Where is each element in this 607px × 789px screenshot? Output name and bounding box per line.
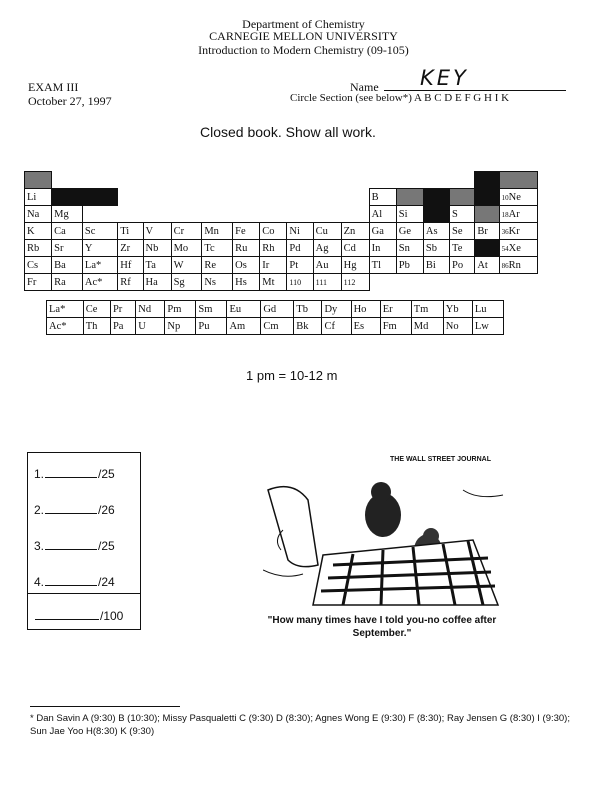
element-os: Os — [233, 257, 260, 274]
name-label: Name — [350, 80, 379, 94]
cartoon-bears-illustration — [263, 470, 513, 610]
element-cs: Cs — [25, 257, 52, 274]
name-underline — [384, 90, 566, 91]
element-ga: Ga — [369, 223, 396, 240]
element-lw: Lw — [472, 318, 503, 335]
element-ni: Ni — [287, 223, 313, 240]
element-th: Th — [83, 318, 110, 335]
element-eu: Eu — [227, 301, 261, 318]
element-cell — [341, 206, 369, 223]
element-cell — [25, 172, 52, 189]
element-36kr: 36Kr — [499, 223, 537, 240]
element-cell — [396, 274, 423, 291]
element-mn: Mn — [202, 223, 233, 240]
element-cell — [287, 172, 313, 189]
element-ag: Ag — [313, 240, 341, 257]
element-hf: Hf — [118, 257, 143, 274]
element-cell — [260, 206, 287, 223]
element-cell — [287, 189, 313, 206]
element-cell — [423, 206, 449, 223]
element-cell — [475, 206, 499, 223]
element-al: Al — [369, 206, 396, 223]
element-ho: Ho — [351, 301, 380, 318]
element-ba: Ba — [52, 257, 83, 274]
element-110: 110 — [287, 274, 313, 291]
element-cell — [171, 206, 202, 223]
element-bk: Bk — [294, 318, 322, 335]
element-np: Np — [165, 318, 196, 335]
element-cell — [423, 189, 449, 206]
element-cf: Cf — [322, 318, 351, 335]
element-cell — [118, 172, 143, 189]
element-te: Te — [450, 240, 475, 257]
element-yb: Yb — [443, 301, 472, 318]
score-box — [27, 452, 141, 630]
element-u: U — [136, 318, 165, 335]
element-cell — [475, 172, 499, 189]
pt-row — [25, 172, 538, 189]
score-max: /25 — [98, 539, 115, 553]
element-cr: Cr — [171, 223, 202, 240]
element-cell — [52, 172, 83, 189]
element-y: Y — [82, 240, 117, 257]
cartoon-source: THE WALL STREET JOURNAL — [390, 456, 491, 463]
element-cell — [260, 189, 287, 206]
element-sr: Sr — [52, 240, 83, 257]
element-fr: Fr — [25, 274, 52, 291]
element-ti: Ti — [118, 223, 143, 240]
element-tb: Tb — [294, 301, 322, 318]
score-line-3 — [34, 539, 115, 553]
exam-date: October 27, 1997 — [28, 94, 112, 108]
element-er: Er — [380, 301, 411, 318]
section-selector: Circle Section (see below*) A B C D E F G H I K — [290, 92, 510, 104]
element-cell — [423, 274, 449, 291]
element-cell — [82, 189, 117, 206]
element-cell — [52, 189, 83, 206]
element-cell — [450, 172, 475, 189]
element-zn: Zn — [341, 223, 369, 240]
element-la: La* — [47, 301, 84, 318]
element-ir: Ir — [260, 257, 287, 274]
element-b: B — [369, 189, 396, 206]
element-cell — [233, 206, 260, 223]
element-pa: Pa — [110, 318, 135, 335]
element-cell — [202, 172, 233, 189]
element-v: V — [143, 223, 171, 240]
element-rf: Rf — [118, 274, 143, 291]
element-zr: Zr — [118, 240, 143, 257]
element-cell — [341, 172, 369, 189]
element-18ar: 18Ar — [499, 206, 537, 223]
f-block-table — [46, 300, 504, 335]
element-gd: Gd — [261, 301, 294, 318]
element-cell — [233, 172, 260, 189]
score-max: /25 — [98, 467, 115, 481]
element-lu: Lu — [472, 301, 503, 318]
score-line-1 — [34, 467, 115, 481]
element-k: K — [25, 223, 52, 240]
pt-row — [25, 257, 538, 274]
element-cell — [82, 206, 117, 223]
pt-row — [25, 206, 538, 223]
element-cd: Cd — [341, 240, 369, 257]
element-cm: Cm — [261, 318, 294, 335]
name-value: KEY — [420, 66, 469, 90]
pt-row — [25, 223, 538, 240]
element-54xe: 54Xe — [499, 240, 537, 257]
element-cell — [202, 189, 233, 206]
element-cu: Cu — [313, 223, 341, 240]
element-am: Am — [227, 318, 261, 335]
element-sb: Sb — [423, 240, 449, 257]
element-cell — [396, 172, 423, 189]
element-pm: Pm — [165, 301, 196, 318]
element-cell — [143, 189, 171, 206]
element-cell — [118, 189, 143, 206]
element-cell — [82, 172, 117, 189]
element-hg: Hg — [341, 257, 369, 274]
element-tc: Tc — [202, 240, 233, 257]
element-ce: Ce — [83, 301, 110, 318]
element-ac: Ac* — [47, 318, 84, 335]
score-number: 4. — [34, 575, 45, 589]
score-line-2 — [34, 503, 115, 517]
score-number: 2. — [34, 503, 45, 517]
element-sn: Sn — [396, 240, 423, 257]
score-line-4 — [34, 575, 115, 589]
element-fe: Fe — [233, 223, 260, 240]
element-at: At — [475, 257, 499, 274]
element-ca: Ca — [52, 223, 83, 240]
score-number: 3. — [34, 539, 45, 553]
element-ra: Ra — [52, 274, 83, 291]
element-10ne: 10Ne — [499, 189, 537, 206]
element-tl: Tl — [369, 257, 396, 274]
element-cell — [143, 172, 171, 189]
element-na: Na — [25, 206, 52, 223]
element-ns: Ns — [202, 274, 233, 291]
element-cell — [475, 240, 499, 257]
element-ac: Ac* — [82, 274, 117, 291]
element-mt: Mt — [260, 274, 287, 291]
department-title: Department of Chemistry — [242, 17, 365, 31]
course-title: Introduction to Modern Chemistry (09-105) — [198, 43, 409, 57]
instructions: Closed book. Show all work. — [200, 124, 376, 140]
element-112: 112 — [341, 274, 369, 291]
element-no: No — [443, 318, 472, 335]
element-pt: Pt — [287, 257, 313, 274]
footnote-tas: * Dan Savin A (9:30) B (10:30); Missy Pasqualetti C (9:30) D (8:30); Agnes Wong E (9:30) F (8:30); Ray Jensen G (8:30) I (9:30); Sun Jae Yoo H(8:30) K (9:30) — [30, 713, 570, 737]
university-title: CARNEGIE MELLON UNIVERSITY — [209, 29, 398, 43]
element-bi: Bi — [423, 257, 449, 274]
element-cell — [341, 189, 369, 206]
element-es: Es — [351, 318, 380, 335]
element-dy: Dy — [322, 301, 351, 318]
element-cell — [171, 189, 202, 206]
element-111: 111 — [313, 274, 341, 291]
element-cell — [475, 189, 499, 206]
element-cell — [369, 274, 396, 291]
element-fm: Fm — [380, 318, 411, 335]
element-cell — [369, 172, 396, 189]
element-ta: Ta — [143, 257, 171, 274]
element-ge: Ge — [396, 223, 423, 240]
element-w: W — [171, 257, 202, 274]
element-cell — [396, 189, 423, 206]
element-cell — [313, 206, 341, 223]
element-mo: Mo — [171, 240, 202, 257]
element-rh: Rh — [260, 240, 287, 257]
element-po: Po — [450, 257, 475, 274]
element-pu: Pu — [196, 318, 227, 335]
element-s: S — [450, 206, 475, 223]
element-br: Br — [475, 223, 499, 240]
element-nd: Nd — [136, 301, 165, 318]
element-tm: Tm — [411, 301, 443, 318]
element-cell — [450, 274, 475, 291]
element-ru: Ru — [233, 240, 260, 257]
periodic-table — [24, 171, 538, 291]
element-hs: Hs — [233, 274, 260, 291]
element-cell — [260, 172, 287, 189]
element-pd: Pd — [287, 240, 313, 257]
element-cell — [287, 206, 313, 223]
element-mg: Mg — [52, 206, 83, 223]
f-block-row — [47, 301, 504, 318]
element-pr: Pr — [110, 301, 135, 318]
element-cell — [475, 274, 499, 291]
element-ha: Ha — [143, 274, 171, 291]
element-cell — [499, 172, 537, 189]
score-number: 1. — [34, 467, 45, 481]
unit-conversion: 1 pm = 10-12 m — [246, 368, 338, 383]
element-cell — [171, 172, 202, 189]
element-cell — [313, 189, 341, 206]
f-block-row — [47, 318, 504, 335]
element-la: La* — [82, 257, 117, 274]
exam-title: EXAM III — [28, 80, 79, 94]
element-rb: Rb — [25, 240, 52, 257]
element-si: Si — [396, 206, 423, 223]
score-total — [34, 609, 123, 623]
element-as: As — [423, 223, 449, 240]
element-cell — [143, 206, 171, 223]
element-cell — [233, 189, 260, 206]
element-pb: Pb — [396, 257, 423, 274]
footnote-rule — [30, 706, 180, 707]
score-total-max: /100 — [100, 609, 124, 623]
pt-row — [25, 274, 538, 291]
element-md: Md — [411, 318, 443, 335]
element-au: Au — [313, 257, 341, 274]
element-cell — [423, 172, 449, 189]
element-re: Re — [202, 257, 233, 274]
element-cell — [450, 189, 475, 206]
score-divider — [28, 593, 140, 594]
pt-row — [25, 240, 538, 257]
element-cell — [118, 206, 143, 223]
element-in: In — [369, 240, 396, 257]
element-sm: Sm — [196, 301, 227, 318]
element-cell — [499, 274, 537, 291]
score-max: /26 — [98, 503, 115, 517]
score-max: /24 — [98, 575, 115, 589]
pt-row — [25, 189, 538, 206]
element-sc: Sc — [82, 223, 117, 240]
element-se: Se — [450, 223, 475, 240]
element-sg: Sg — [171, 274, 202, 291]
element-cell — [313, 172, 341, 189]
element-co: Co — [260, 223, 287, 240]
element-86rn: 86Rn — [499, 257, 537, 274]
element-nb: Nb — [143, 240, 171, 257]
cartoon-caption: "How many times have I told you-no coffee after September." — [267, 615, 497, 639]
element-li: Li — [25, 189, 52, 206]
element-cell — [202, 206, 233, 223]
